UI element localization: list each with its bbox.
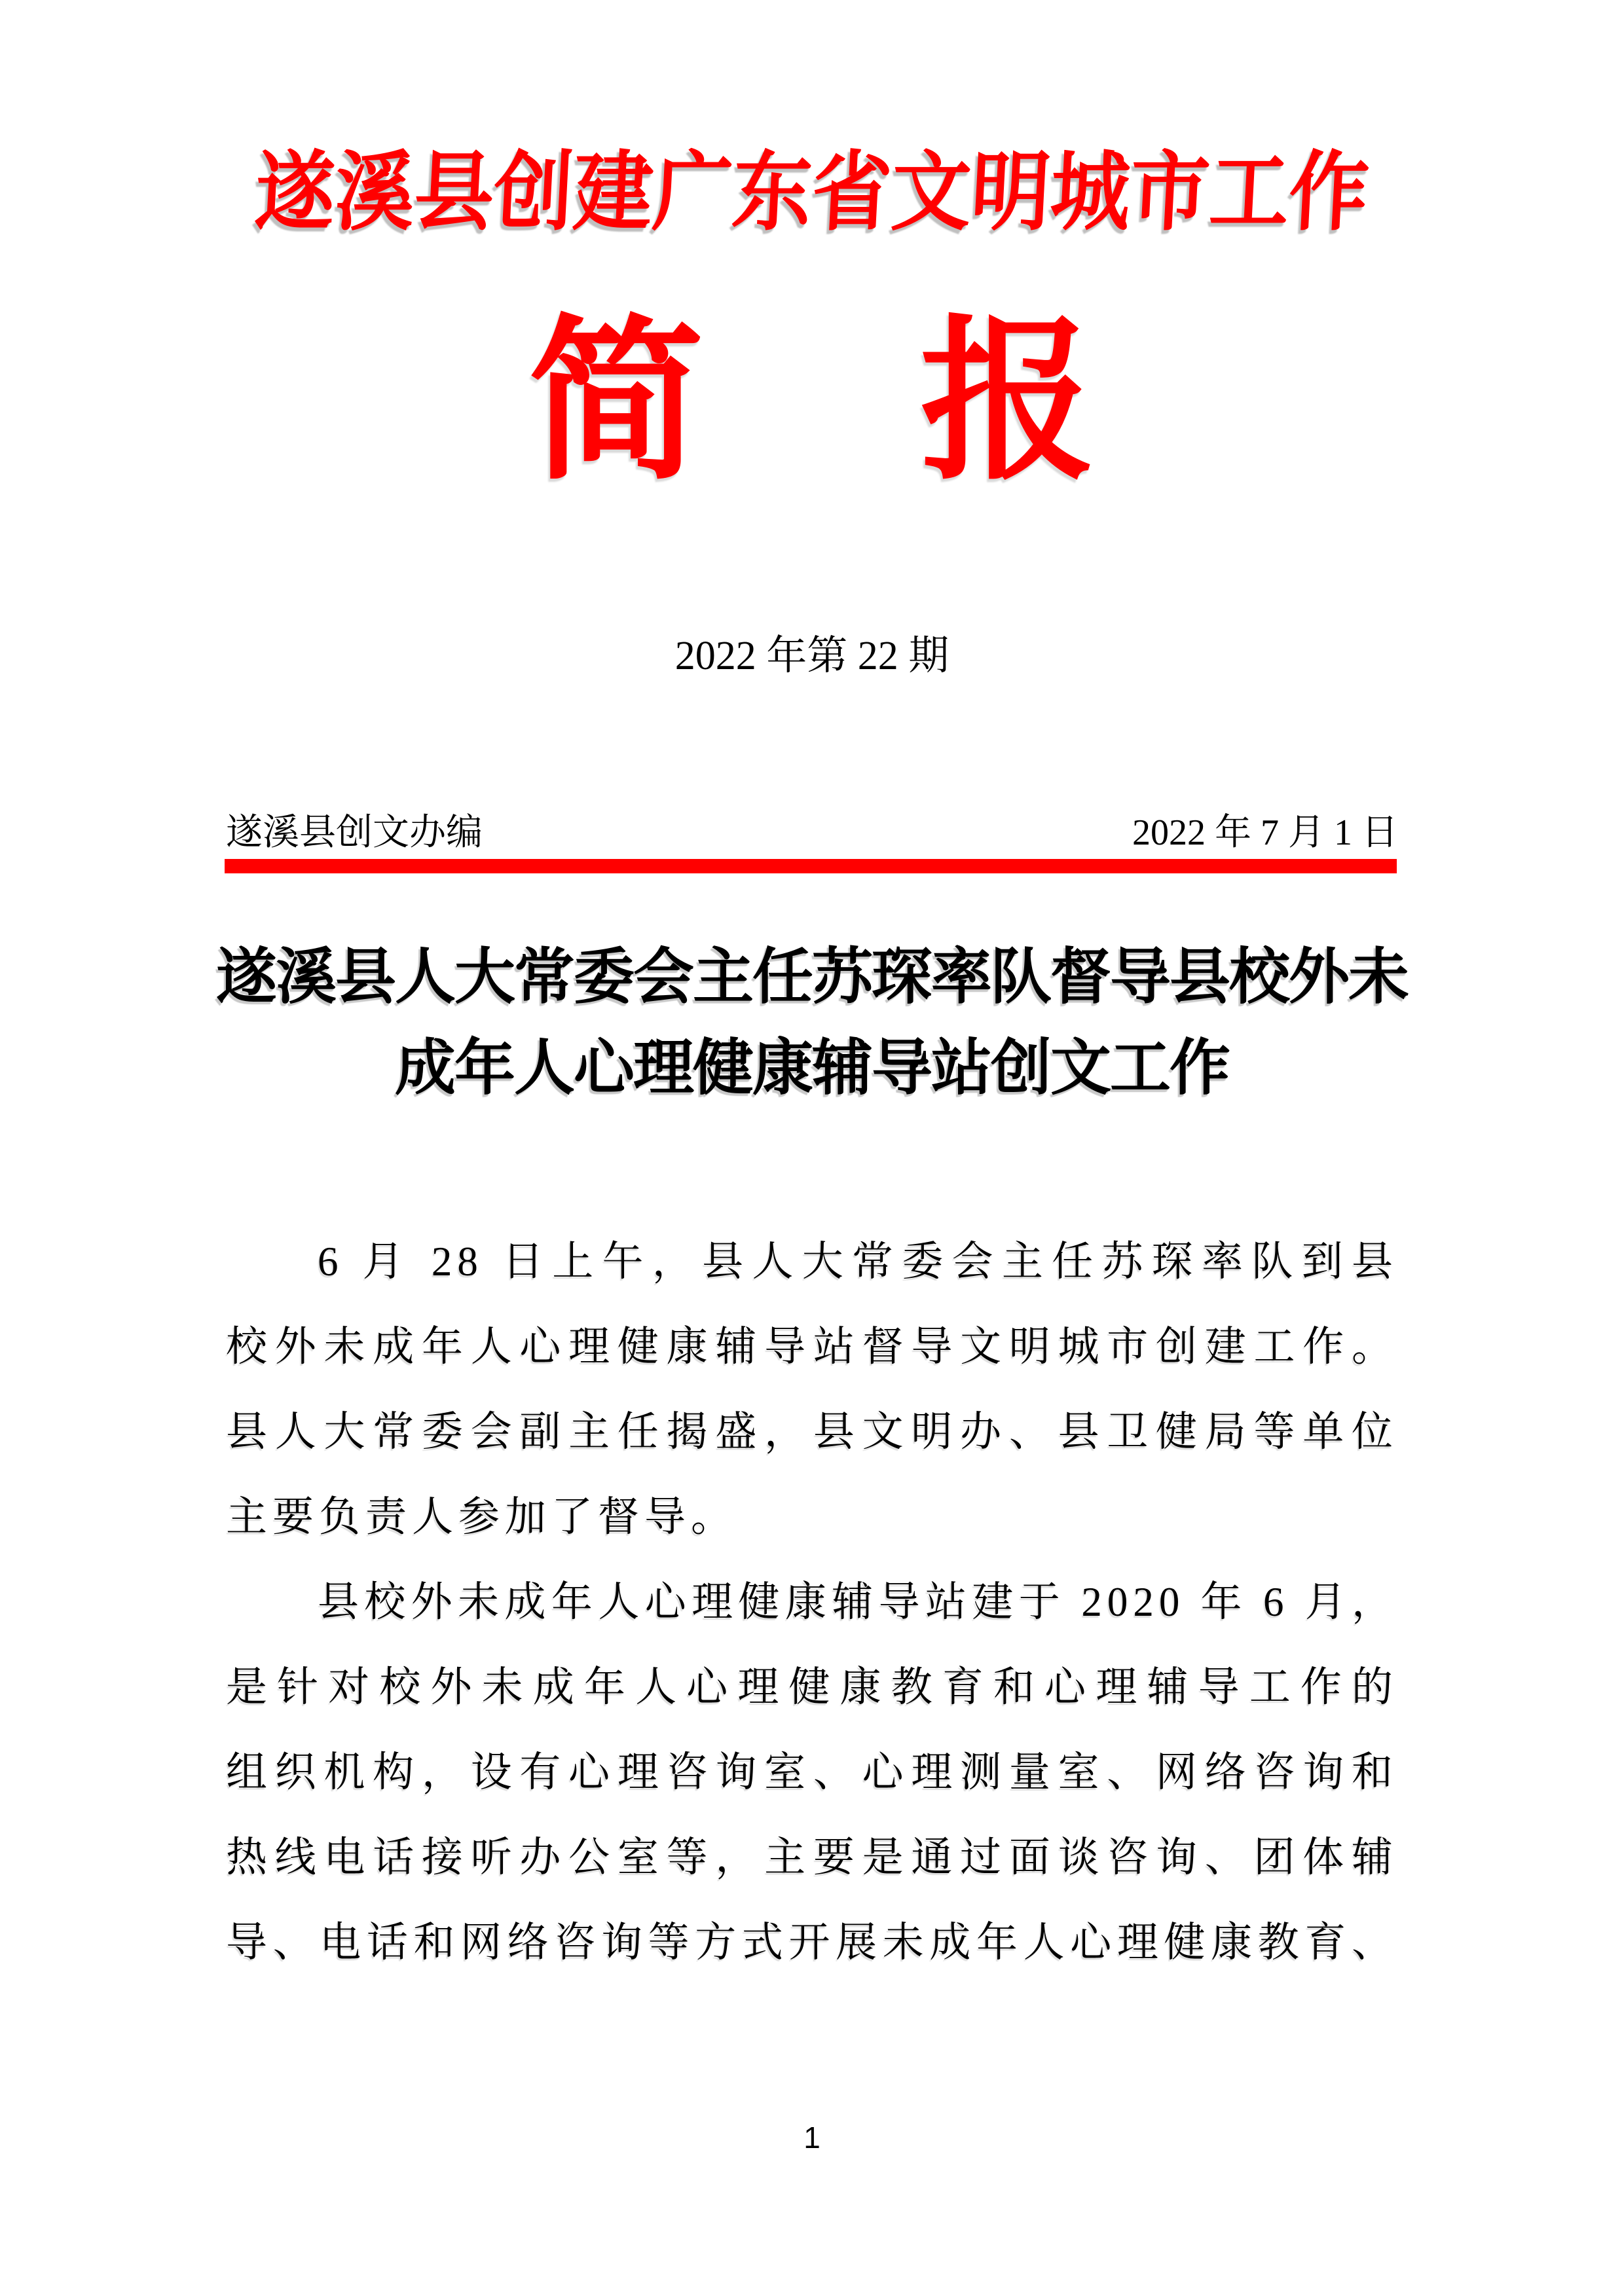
body-line: 6 月 28 日上午，县人大常委会主任苏琛率队到县 [318,1239,1398,1285]
bulletin-char-jian: 简 [528,306,704,500]
editor-byline: 遂溪县创文办编 [226,812,483,853]
byline-row [226,809,1398,857]
body-line: 是针对校外未成年人心理健康教育和心理辅导工作的 [226,1664,1398,1710]
headline-line: 成年人心理健康辅导站创文工作 [395,1035,1229,1102]
article-body [226,1219,1398,1985]
body-line: 热线电话接听办公室等，主要是通过面谈咨询、团体辅 [226,1834,1398,1880]
bulletin-title [0,302,1624,504]
body-line: 县校外未成年人心理健康辅导站建于 2020 年 6 月， [318,1579,1398,1625]
body-line: 导、电话和网络咨询等方式开展未成年人心理健康教育、 [226,1920,1398,1965]
issue-number: 2022 年第 22 期 [674,634,950,678]
body-line: 校外未成年人心理健康辅导站督导文明城市创建工作。 [226,1324,1398,1370]
headline-line: 遂溪县人大常委会主任苏琛率队督导县校外未 [216,944,1408,1011]
body-line: 主要负责人参加了督导。 [226,1494,737,1540]
body-line: 县人大常委会副主任揭盛，县文明办、县卫健局等单位 [226,1409,1398,1455]
publish-date: 2022 年 7 月 1 日 [1132,812,1398,853]
article-headline [115,932,1509,1114]
masthead-title: 遂溪县创建广东省文明城市工作 [253,145,1371,241]
page-number: 1 [803,2121,821,2155]
bulletin-char-bao: 报 [920,306,1096,500]
body-line: 组织机构，设有心理咨询室、心理测量室、网络咨询和 [226,1749,1398,1795]
red-divider-rule [225,859,1397,873]
